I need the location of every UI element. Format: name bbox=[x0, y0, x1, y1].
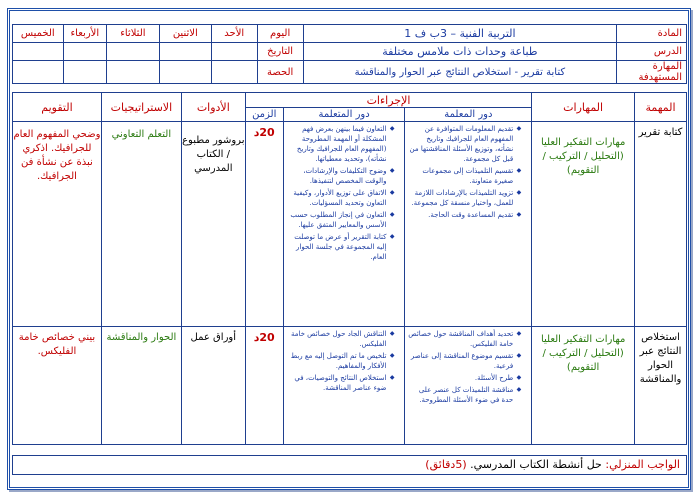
row2-task: استخلاص النتائج عبر الحوار والمناقشة bbox=[635, 327, 687, 445]
row2-time: 20د bbox=[245, 327, 283, 445]
day-monday: الاثنين bbox=[159, 25, 211, 43]
row1-time: 20د bbox=[245, 122, 283, 327]
date-label: التاريخ bbox=[257, 43, 303, 61]
day-wednesday: الأربعاء bbox=[63, 25, 107, 43]
homework-bar bbox=[12, 455, 687, 475]
row1-strategy: التعلم التعاوني bbox=[101, 122, 181, 327]
skill-label: المهارة المستهدفة bbox=[617, 61, 687, 84]
row1-learner-item: ◆ التعاون في إنجاز المطلوب حسب الأسس والمعايير المتفق عليها. bbox=[286, 210, 395, 230]
row2-teacher-item: ◆ مناقشة التلميذات كل عنصر على حدة في ضوء الأسئلة المطروحة. bbox=[407, 385, 521, 405]
row2-skills: مهارات التفكير العليا (التحليل / التركيب / التقويم) bbox=[532, 327, 635, 445]
row1-learner-item: ◆ كتابة التقرير أو عرض ما توصلت إليه المجموعة في جلسة الحوار العام. bbox=[286, 232, 395, 262]
lesson-plan-table bbox=[12, 92, 687, 445]
row2-learner-item: ◆ استخلاص النتائج والتوصيات، في ضوء عناصر المناقشة. bbox=[286, 373, 395, 393]
header-time: الزمن bbox=[245, 108, 283, 122]
row1-teacher-role bbox=[405, 122, 532, 327]
header-evaluation: التقويم bbox=[13, 93, 102, 122]
day-sunday: الأحد bbox=[211, 25, 257, 43]
row1-teacher-item: ◆ تقديم المساعدة وقت الحاجة. bbox=[407, 210, 521, 220]
header-learner-role: دور المتعلمة bbox=[283, 108, 405, 122]
header-strategies: الاستراتيجيات bbox=[101, 93, 181, 122]
row2-teacher-item: ◆ تقسيم موضوع المناقشة إلى عناصر فرعية. bbox=[407, 351, 521, 371]
homework-label: الواجب المنزلي: bbox=[605, 458, 680, 471]
row2-teacher-item: ◆ تحديد أهداف المناقشة حول خصائص خامة الفليكس. bbox=[407, 329, 521, 349]
row1-tools: بروشور مطبوع / الكتاب المدرسي bbox=[181, 122, 245, 327]
period-label: الحصة bbox=[257, 61, 303, 84]
header-tools: الأدوات bbox=[181, 93, 245, 122]
header-task: المهمة bbox=[635, 93, 687, 122]
lesson-info-table bbox=[12, 24, 687, 84]
homework-time: (5دقائق) bbox=[425, 458, 467, 471]
row2-learner-item: ◆ التناقش الجاد حول خصائص خامة الفليكس. bbox=[286, 329, 395, 349]
row1-learner-item: ◆ وضوح التكليفات والإرشادات، والوقت المخصص لتنفيذها. bbox=[286, 166, 395, 186]
row1-teacher-item: ◆ تزويد التلميذات بالإرشادات اللازمة للعمل، واختيار منسقة كل مجموعة. bbox=[407, 188, 521, 208]
subject-label: المادة bbox=[617, 25, 687, 43]
header-skills: المهارات bbox=[532, 93, 635, 122]
day-thursday: الخميس bbox=[13, 25, 64, 43]
row2-evaluation: بيني خصائص خامة الفليكس. bbox=[13, 327, 102, 445]
lesson-value: طباعة وحدات ذات ملامس مختلفة bbox=[303, 43, 616, 61]
header-procedures: الإجراءات bbox=[245, 93, 531, 108]
row1-task: كتابة تقرير bbox=[635, 122, 687, 327]
row1-learner-item: ◆ التعاون فيما بينهن بعرض فهم المشكلة أو المهمة المطروحة (المفهوم العام للجرافيك وتاريخ نشأته)، وتحديد معطياتها. bbox=[286, 124, 395, 164]
row2-teacher-item: ◆ طرح الأسئلة. bbox=[407, 373, 521, 383]
homework-text: حل أنشطة الكتاب المدرسي. bbox=[470, 458, 602, 471]
row1-evaluation: وضحي المفهوم العام للجرافيك. اذكري نبذة عن نشأة فن الجرافيك. bbox=[13, 122, 102, 327]
row1-learner-role bbox=[283, 122, 405, 327]
row2-learner-role bbox=[283, 327, 405, 445]
row1-learner-item: ◆ الاتفاق على توزيع الأدوار، وكيفية التعاون وتحديد المسؤليات. bbox=[286, 188, 395, 208]
subject-value: التربية الفنية – 3ب ف 1 bbox=[303, 25, 616, 43]
skill-value: كتابة تقرير - استخلاص النتائج عبر الحوار والمناقشة bbox=[303, 61, 616, 84]
row1-teacher-item: ◆ تقديم المعلومات المتوافرة عن المفهوم العام للجرافيك وتاريخ نشأته، وتوزيع الأسئلة المناقشتها من قبل كل مجموعة. bbox=[407, 124, 521, 164]
row1-teacher-item: ◆ تقسيم التلميذات إلى مجموعات صغيرة متعاونة. bbox=[407, 166, 521, 186]
header-teacher-role: دور المعلمة bbox=[405, 108, 532, 122]
row2-learner-item: ◆ تلخيص ما تم التوصل إليه مع ربط الأفكار والمفاهيم. bbox=[286, 351, 395, 371]
row1-skills: مهارات التفكير العليا (التحليل / التركيب / التقويم) bbox=[532, 122, 635, 327]
row2-tools: أوراق عمل bbox=[181, 327, 245, 445]
day-tuesday: الثلاثاء bbox=[107, 25, 159, 43]
row2-strategy: الحوار والمناقشة bbox=[101, 327, 181, 445]
day-label: اليوم bbox=[257, 25, 303, 43]
lesson-label: الدرس bbox=[617, 43, 687, 61]
row2-teacher-role bbox=[405, 327, 532, 445]
